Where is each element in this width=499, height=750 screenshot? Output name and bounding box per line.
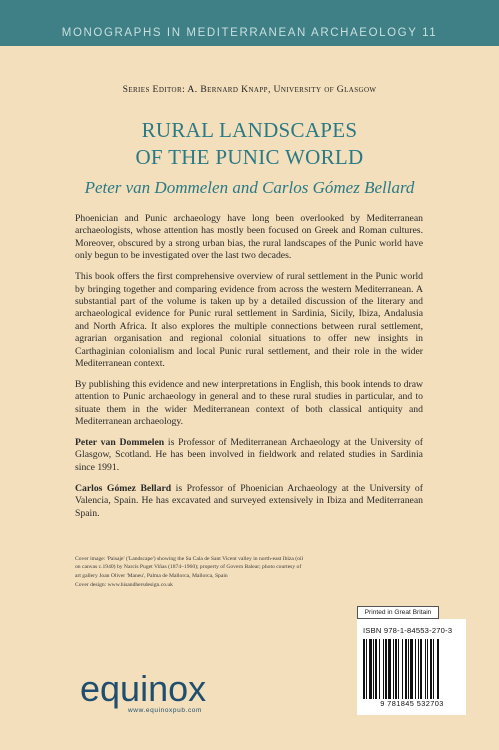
isbn-label: ISBN 978-1-84553-270-3	[363, 626, 453, 635]
series-band	[0, 0, 499, 46]
barcode-bar	[437, 639, 439, 699]
author-bio-2-text: is Professor of Phoenician Archaeology at the University of Valencia, Spain. He has excavated and surveyed extensively in Ibiza and Mediterranean Spain.	[75, 482, 424, 519]
author-bio-2	[75, 483, 423, 520]
cover-design-credit: Cover design: www.hisandhersdesign.co.uk	[75, 581, 173, 588]
equinox-logo-icon	[80, 671, 250, 711]
publisher-url: www.equinoxpub.com	[128, 707, 203, 714]
author-bio-1-text: is Professor of Mediterranean Archaeology at the University of Glasgow, Scotland. He has been involved in fieldwork and related studies in Sardinia since 1991.	[75, 437, 423, 473]
barcode-bar	[383, 639, 384, 699]
blurb-paragraph-2: This book offers the first comprehensive overview of rural settlement in the Punic world by bringing together and comparing evidence from across the western Mediterranean. A substantial part of the volume is taken up by a detailed discussion of the literary and archaeological evidence for Punic rural settlement in Sardinia, Sicily, Ibiza, Andalusia and North Africa. It also explores the multiple connections between rural settlement, agrarian organisation and regional colonial situations to offer new insights in Carthaginian colonialism and local Punic rural settlement, and their role in the wider Mediterranean context.	[75, 271, 423, 369]
blurb	[75, 213, 423, 528]
barcode-bar	[398, 639, 399, 699]
cover-image-credit: Cover image: 'Paisaje' ('Landscape') showing the Sa Cala de Sant Vicent valley in north-east Ibiza (oil on canvas c.1940) by Narcís Puget Viñas (1874–1960); property of Govern Balear; photo courtesy of art gallery Joan Oliver 'Maneu', Palma de Mallorca, Mallorca, Spain	[75, 556, 304, 579]
barcode-bar	[363, 639, 365, 699]
barcode-bar	[408, 639, 409, 699]
authors: Peter van Dommelen and Carlos Gómez Bellard	[84, 178, 415, 197]
barcode-bar	[393, 639, 394, 699]
blurb-paragraph-3: By publishing this evidence and new interpretations in English, this book intends to draw attention to Punic archaeology in general and to these rural studies in particular, and to situate them in the wider Mediterranean context of both classical antiquity and Mediterranean archaeology.	[75, 378, 423, 428]
book-title-line1: RURAL LANDSCAPES	[141, 118, 358, 142]
barcode-bar	[375, 639, 377, 699]
barcode-icon	[363, 639, 460, 699]
logo-wordmark: equinox	[80, 671, 207, 709]
barcode-bar	[385, 639, 387, 699]
barcode-bar	[395, 639, 397, 699]
barcode-bar	[425, 639, 426, 699]
barcode-bar	[379, 639, 380, 699]
series-editor: Series Editor: A. Bernard Knapp, University of Glasgow	[122, 84, 377, 95]
blurb-paragraph-1: Phoenician and Punic archaeology have long been overlooked by Mediterranean archaeologists, whose attention has mostly been focused on Greek and Roman cultures. Moreover, obscured by a strong urban bias, the rural landscapes of the Punic world have only begun to be investigated over the last two decades.	[75, 213, 423, 262]
barcode-digits: 9 781845 532703	[380, 699, 444, 708]
barcode-bar	[430, 639, 432, 699]
author-bio-2-name: Carlos Gómez Bellard	[75, 482, 172, 494]
author-bio-1	[75, 437, 423, 474]
barcode-bar	[388, 639, 391, 699]
series-title: MONOGRAPHS IN MEDITERRANEAN ARCHAEOLOGY 11	[61, 27, 438, 39]
barcode-bar	[427, 639, 428, 699]
barcode-bar	[405, 639, 407, 699]
barcode-bar	[369, 639, 372, 699]
cover-credits	[75, 555, 305, 590]
author-bio-1-name: Peter van Dommelen	[75, 437, 165, 448]
barcode-bar	[366, 639, 367, 699]
barcode-bar	[415, 639, 416, 699]
printed-in-label: Printed in Great Britain	[357, 606, 439, 619]
barcode-bar	[410, 639, 413, 699]
barcode-bar	[402, 639, 403, 699]
isbn-barcode-box	[357, 619, 466, 715]
barcode-bar	[420, 639, 422, 699]
barcode-bar	[433, 639, 434, 699]
barcode-bar	[418, 639, 419, 699]
barcode-bar	[373, 639, 374, 699]
book-title-line2: OF THE PUNIC WORLD	[135, 145, 364, 169]
